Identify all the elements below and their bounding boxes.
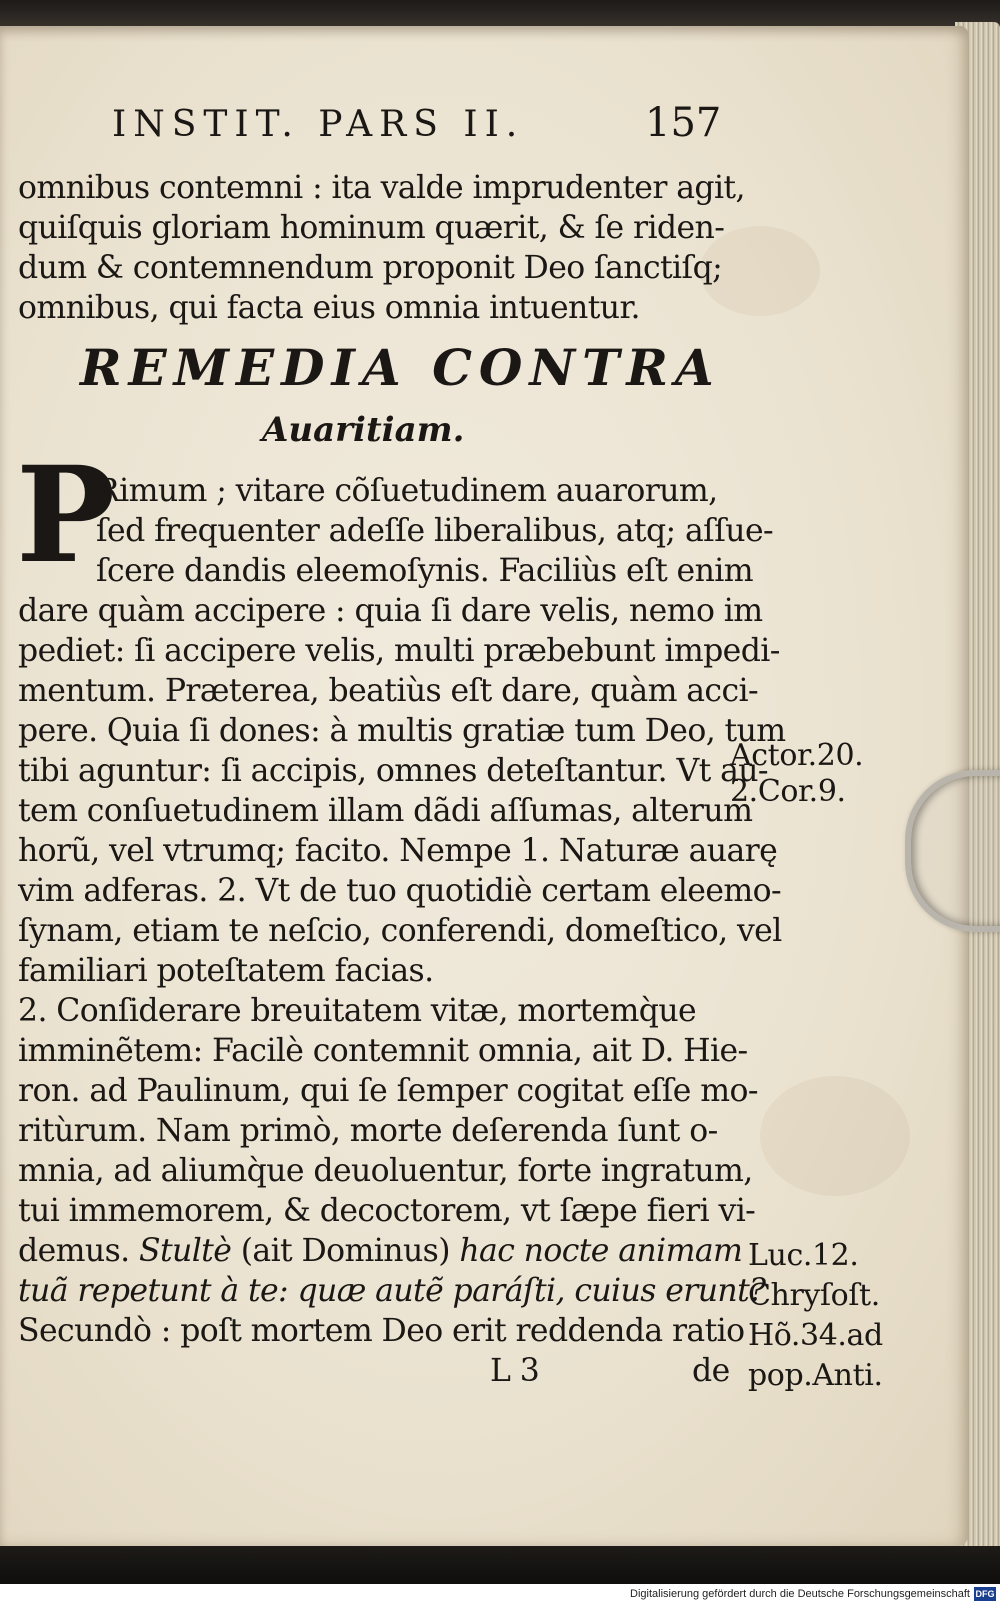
text-line: Rimum ; vitare cõſuetudinem auarorum, — [96, 473, 718, 509]
catchword: de — [692, 1353, 730, 1389]
drop-cap-initial: P — [16, 438, 116, 593]
text-line: familiari poteſtatem facias. — [18, 953, 434, 989]
text-line: ſcere dandis eleemoſynis. Faciliùs eſt enim — [96, 553, 754, 589]
text-line: mnia, ad aliumq̀ue deuoluentur, forte ingratum, — [18, 1153, 753, 1189]
running-title: INSTIT. PARS II. — [112, 104, 525, 145]
margin-note: Actor.20. — [730, 738, 864, 773]
text-line: 2. Conſiderare breuitatem vitæ, mortemq̀ue — [18, 993, 697, 1029]
digitization-credit: Digitalisierung gefördert durch die Deutsche Forschungsgemeinschaft — [630, 1588, 970, 1600]
text-line: tibi aguntur: ſi accipis, omnes deteſtantur. Vt au- — [18, 753, 768, 789]
text-line: pediet: ſi accipere velis, multi præbebunt impedi- — [18, 633, 780, 669]
text-line: tui immemorem, & decoctorem, vt ſæpe fieri vi- — [18, 1193, 756, 1229]
text-span: (ait Dominus) — [231, 1233, 460, 1269]
text-line: ſed frequenter adeſſe liberalibus, atq; aſſue- — [96, 513, 774, 549]
text-line-mixed — [18, 1233, 742, 1269]
scan-bottom-border — [0, 1546, 1000, 1584]
margin-note: Hõ.34.ad — [748, 1318, 883, 1353]
page-number: 157 — [645, 100, 722, 146]
margin-note: Chryſoſt. — [748, 1278, 880, 1313]
text-line: mentum. Præterea, beatiùs eſt dare, quàm acci- — [18, 673, 759, 709]
margin-note: Luc.12. — [748, 1238, 859, 1273]
text-line: imminẽtem: Facilè contemnit omnia, ait D. Hie- — [18, 1033, 748, 1069]
text-line: vim adferas. 2. Vt de tuo quotidiè certam eleemo- — [18, 873, 782, 909]
text-line: pere. Quia ſi dones: à multis gratiæ tum Deo, tum — [18, 713, 786, 749]
text-line: ſynam, etiam te neſcio, conferendi, domeſtico, vel — [18, 913, 782, 949]
text-span: demus. — [18, 1233, 139, 1269]
margin-note: 2.Cor.9. — [730, 774, 846, 809]
text-line: Secundò : poſt mortem Deo erit reddenda ratio — [18, 1313, 745, 1349]
text-line: horũ, vel vtrumq; facito. Nempe 1. Naturæ auarę — [18, 833, 778, 869]
text-line: quiſquis gloriam hominum quærit, & ſe riden- — [18, 210, 725, 246]
credit-bar — [0, 1584, 1000, 1606]
text-line: dum & contemnendum proponit Deo ſanctiſq; — [18, 250, 723, 286]
text-line: omnibus, qui facta eius omnia intuentur. — [18, 290, 640, 326]
italic-span: hac nocte animam — [459, 1233, 743, 1269]
text-line: tem conſuetudinem illam dãdi aſſumas, alterum — [18, 793, 753, 829]
margin-note: pop.Anti. — [748, 1358, 883, 1393]
text-line: ron. ad Paulinum, qui ſe ſemper cogitat eſſe mo- — [18, 1073, 758, 1109]
text-line-italic: tuã repetunt à te: quæ autẽ paráſti, cuius erunt? — [18, 1273, 766, 1309]
italic-span: Stultè — [138, 1233, 232, 1269]
text-line: dare quàm accipere : quia ſi dare velis, nemo im — [18, 593, 763, 629]
text-line: ritùrum. Nam primò, morte deſerenda ſunt o- — [18, 1113, 718, 1149]
section-subtitle: Auaritiam. — [262, 410, 465, 450]
text-line: omnibus contemni : ita valde imprudenter agit, — [18, 170, 745, 206]
signature-mark: L 3 — [490, 1353, 540, 1389]
paper-stain — [760, 1076, 910, 1196]
section-title: REMEDIA CONTRA — [80, 338, 721, 397]
dfg-logo-icon: DFG — [975, 1589, 995, 1599]
